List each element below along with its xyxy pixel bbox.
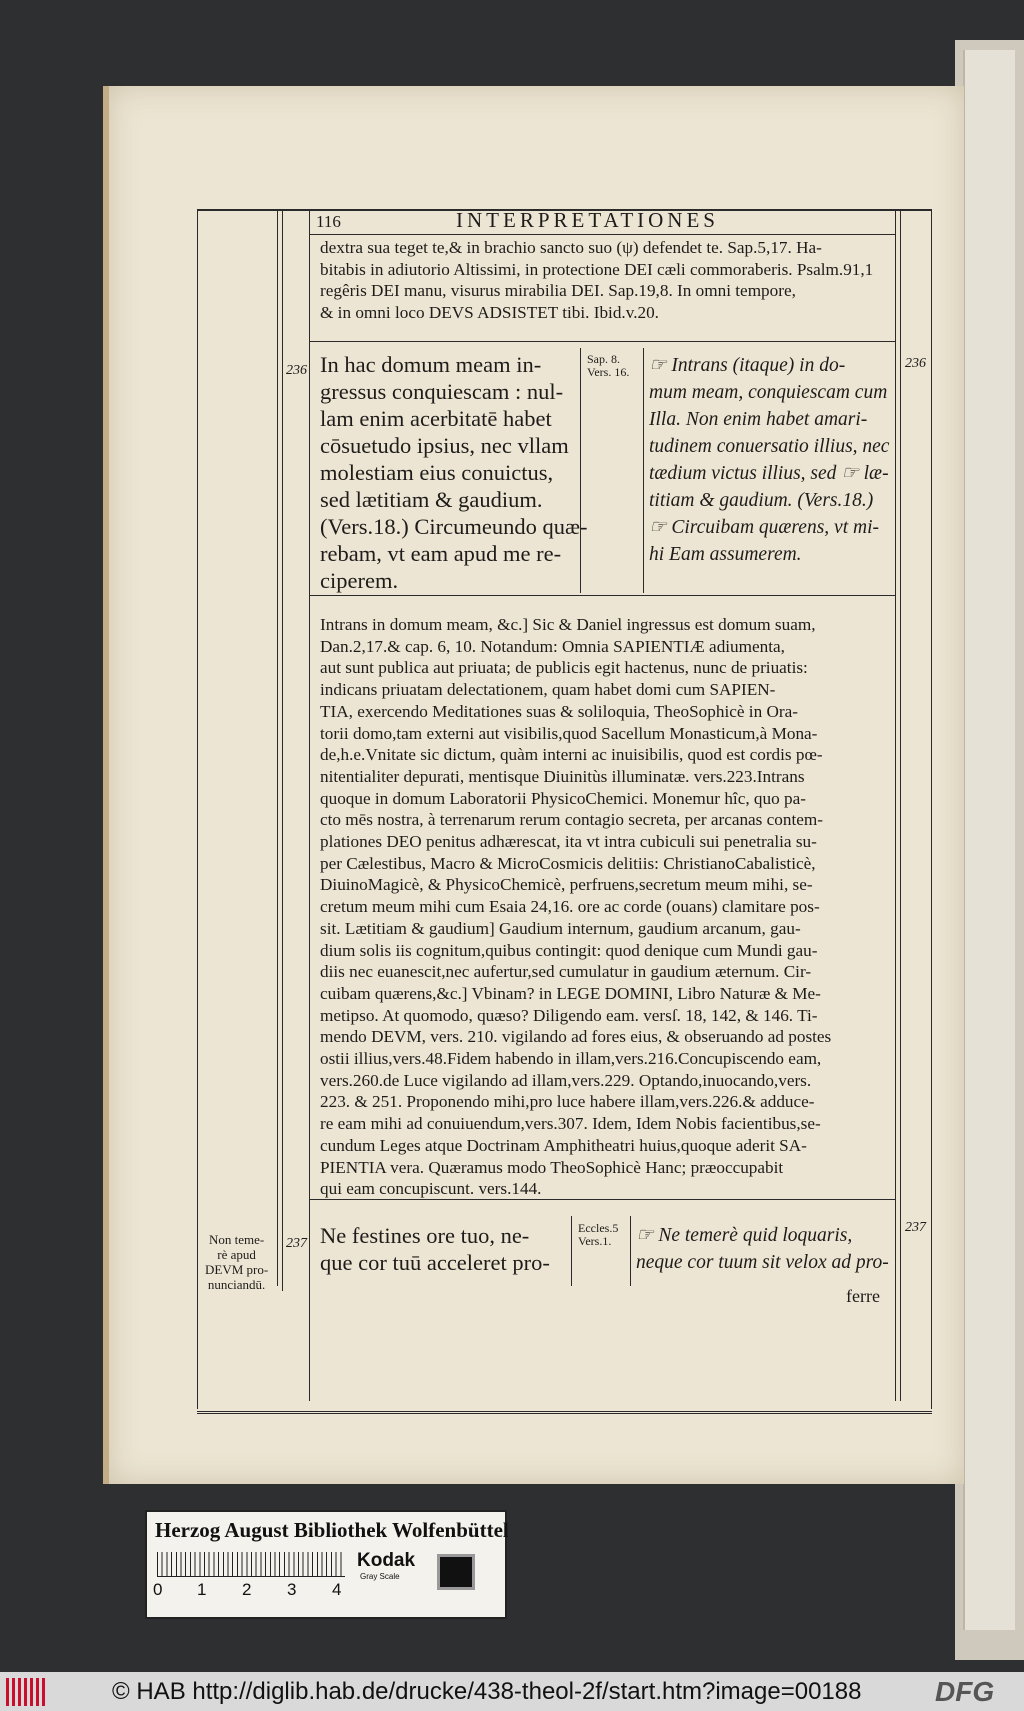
text-line: tædium victus illius, sed ☞ læ- (649, 463, 889, 484)
scale-digit: 2 (242, 1580, 252, 1599)
text-line: Dan.2,17.& cap. 6, 10. Notandum: Omnia SAPIENTIÆ adiumenta, (320, 636, 785, 656)
text-line: sed lætitiam & gaudium. (320, 487, 543, 512)
gray-scale-label: Gray Scale (360, 1572, 400, 1581)
text-line: sit. Lætitiam & gaudium] Gaudium internum, gaudium arcanum, gau- (320, 918, 801, 938)
next-page-edge (955, 40, 1024, 1660)
scale-digit: 0 (153, 1580, 163, 1599)
text-line: plationes DEO penitus adhærescat, ita vt intra cubiculi sui penetralia su- (320, 832, 817, 852)
text-line: rè apud (217, 1247, 256, 1262)
text-line: que cor tuū acceleret pro- (320, 1250, 550, 1275)
text-line: lam enim acerbitatē habet (320, 406, 552, 431)
text-line: qui eam concupiscunt. vers.144. (320, 1179, 542, 1199)
verse-236-latin (320, 351, 587, 594)
text-line: ☞ Circuibam quærens, vt mi- (649, 517, 879, 538)
kodak-logo: Kodak (357, 1550, 416, 1571)
text-line: Non teme- (208, 1232, 265, 1247)
text-line: ☞ Intrans (itaque) in do- (649, 355, 846, 376)
text-line: titiam & gaudium. (Vers.18.) (649, 490, 874, 511)
text-line: bitabis in adiutorio Altissimi, in protectione DEI cæli commoraberis. Psalm.91,1 (320, 259, 874, 279)
text-line: tudinem conuersatio illius, nec (649, 436, 890, 457)
text-line: 223. & 251. Proponendo mihi,pro luce habere illam,vers.226.& adduce- (320, 1092, 815, 1112)
text-line: per Cælestibus, Macro & MicroCosmicis delitiis: ChristianoCabalisticè, (320, 853, 816, 873)
text-line: TIA, exercendo Meditationes suas & soliloquia, TheoSophicè in Ora- (320, 701, 798, 721)
commentary-paragraph (320, 614, 831, 1200)
text-line: metipso. At quomodo, quæso? Diligendo eam. versſ. 18, 142, & 146. Ti- (320, 1005, 818, 1025)
text-line: nitentialiter depurati, mentisque Diuinitùs illuminatæ. vers.223.Intrans (320, 766, 805, 786)
verse-237-italic (636, 1222, 889, 1276)
text-line: Eccles.5 (578, 1221, 619, 1235)
text-line: ostii illius,vers.48.Fidem habendo in illam,vers.216.Concupiscendo eam, (320, 1049, 822, 1069)
text-line: gressus conquiescam : nul- (320, 379, 564, 404)
verse-number-right: 236 (905, 356, 926, 371)
text-line: diis nec euanescit,nec aufertur,sed cumulatur in gaudium æternum. Cir- (320, 962, 812, 982)
text-line: (Vers.18.) Circumeundo quæ- (320, 514, 588, 539)
text-line: mum meam, conquiescam cum (649, 382, 888, 403)
page-number: 116 (316, 212, 341, 231)
catchword: ferre (846, 1286, 880, 1306)
text-line: de,h.e.Vnitate sic dictum, quàm interni ac inuisibilis, quod est cordis pœ- (320, 745, 823, 765)
text-line: cuibam quærens,&c.] Vbinam? in LEGE DOMINI, Libro Naturæ & Me- (320, 983, 821, 1003)
text-line: regêris DEI manu, visurus mirabilia DEI. Sap.19,8. In omni tempore, (320, 281, 796, 301)
scale-digit: 1 (197, 1580, 207, 1599)
copyright-link[interactable]: © HAB http://diglib.hab.de/drucke/438-theol-2f/start.htm?image=00188 (112, 1678, 862, 1705)
text-line: dium solis iis cognitum,quibus contingit: quod denique cum Mundi gau- (320, 940, 818, 960)
text-line: DEVM pro- (205, 1262, 269, 1277)
text-line: neque cor tuum sit velox ad pro- (636, 1252, 889, 1273)
text-line: & in omni loco DEVS ADSISTET tibi. Ibid.v.20. (320, 303, 659, 323)
text-line: torii domo,tam externi aut visibilis,quod Sacellum Monasticum,à Mona- (320, 723, 818, 743)
text-line: vers.260.de Luce vigilando ad illam,vers.229. Optando,inuocando,vers. (320, 1070, 812, 1090)
text-line: DiuinoMagicè, & PhysicoChemicè, perfruens,secretum meum mihi, se- (320, 875, 813, 895)
intro-paragraph (320, 237, 873, 324)
dfg-logo: DFG (935, 1676, 995, 1707)
text-line: ☞ Ne temerè quid loquaris, (636, 1225, 853, 1246)
verse-number-right: 237 (905, 1220, 926, 1235)
library-name: Herzog August Bibliothek Wolfenbüttel (155, 1518, 509, 1542)
footer-bar (0, 1672, 1024, 1711)
text-line: re eam mihi ad conuiuendum,vers.307. Idem, Idem Nobis facientibus,se- (320, 1114, 821, 1134)
verse-number-left: 236 (286, 363, 307, 378)
color-reference-card (145, 1510, 507, 1619)
verse-236-reference (587, 353, 629, 379)
text-line: In hac domum meam in- (320, 352, 542, 377)
text-line: dextra sua teget te,& in brachio sancto suo (ψ) defendet te. Sap.5,17. Ha- (320, 238, 822, 257)
verse-236-italic (649, 352, 889, 568)
text-line: cōsuetudo ipsius, nec vllam (320, 433, 569, 458)
text-line: ciperem. (320, 568, 399, 593)
text-line: cto mēs nostra, à terrenarum rerum contagio secreta, per arcanas contem- (320, 810, 823, 830)
text-line: Ne festines ore tuo, ne- (320, 1223, 530, 1248)
text-line: Intrans in domum meam, &c.] Sic & Daniel ingressus est domum suam, (320, 615, 816, 634)
scale-digit: 3 (287, 1580, 297, 1599)
text-line: nunciandū. (207, 1277, 266, 1292)
running-head: INTERPRETATIONES (456, 208, 719, 232)
text-line: rebam, vt eam apud me re- (320, 541, 562, 566)
gray-swatch (437, 1554, 475, 1590)
text-line: PIENTIA vera. Quæramus modo TheoSophicè Hanc; præoccupabit (320, 1157, 784, 1177)
margin-note (205, 1232, 268, 1292)
text-line: Vers.1. (578, 1234, 612, 1248)
text-line: hi Eam assumerem. (649, 544, 802, 565)
scale-digit: 4 (332, 1580, 342, 1599)
scale-ruler (157, 1552, 345, 1577)
hab-logo-icon (6, 1678, 48, 1706)
text-line: Vers. 16. (587, 365, 630, 379)
text-line: cundum Leges atque Doctrinam Amphitheatri huius,quoque aderit SA- (320, 1135, 807, 1155)
verse-237-reference (578, 1222, 618, 1248)
text-line: Illa. Non enim habet amari- (649, 409, 868, 430)
verse-237-latin (320, 1222, 550, 1276)
book-page (103, 86, 964, 1484)
text-line: quoque in domum Laboratorii PhysicoChemici. Monemur hîc, quo pa- (320, 788, 806, 808)
text-line: Sap. 8. (587, 352, 620, 366)
text-line: molestiam eius conuictus, (320, 460, 554, 485)
text-line: cretum meum mihi cum Esaia 24,16. ore ac corde (ouans) clamitare pos- (320, 897, 820, 917)
text-line: indicans priuatam delectationem, quam habet domi cum SAPIEN- (320, 680, 776, 700)
text-line: mendo DEVM, vers. 210. vigilando ad fores eius, & obseruando ad postes (320, 1027, 832, 1047)
text-line: aut sunt publica aut priuata; de publicis egit hactenus, nunc de priuatis: (320, 658, 808, 678)
verse-number-left: 237 (286, 1236, 307, 1251)
